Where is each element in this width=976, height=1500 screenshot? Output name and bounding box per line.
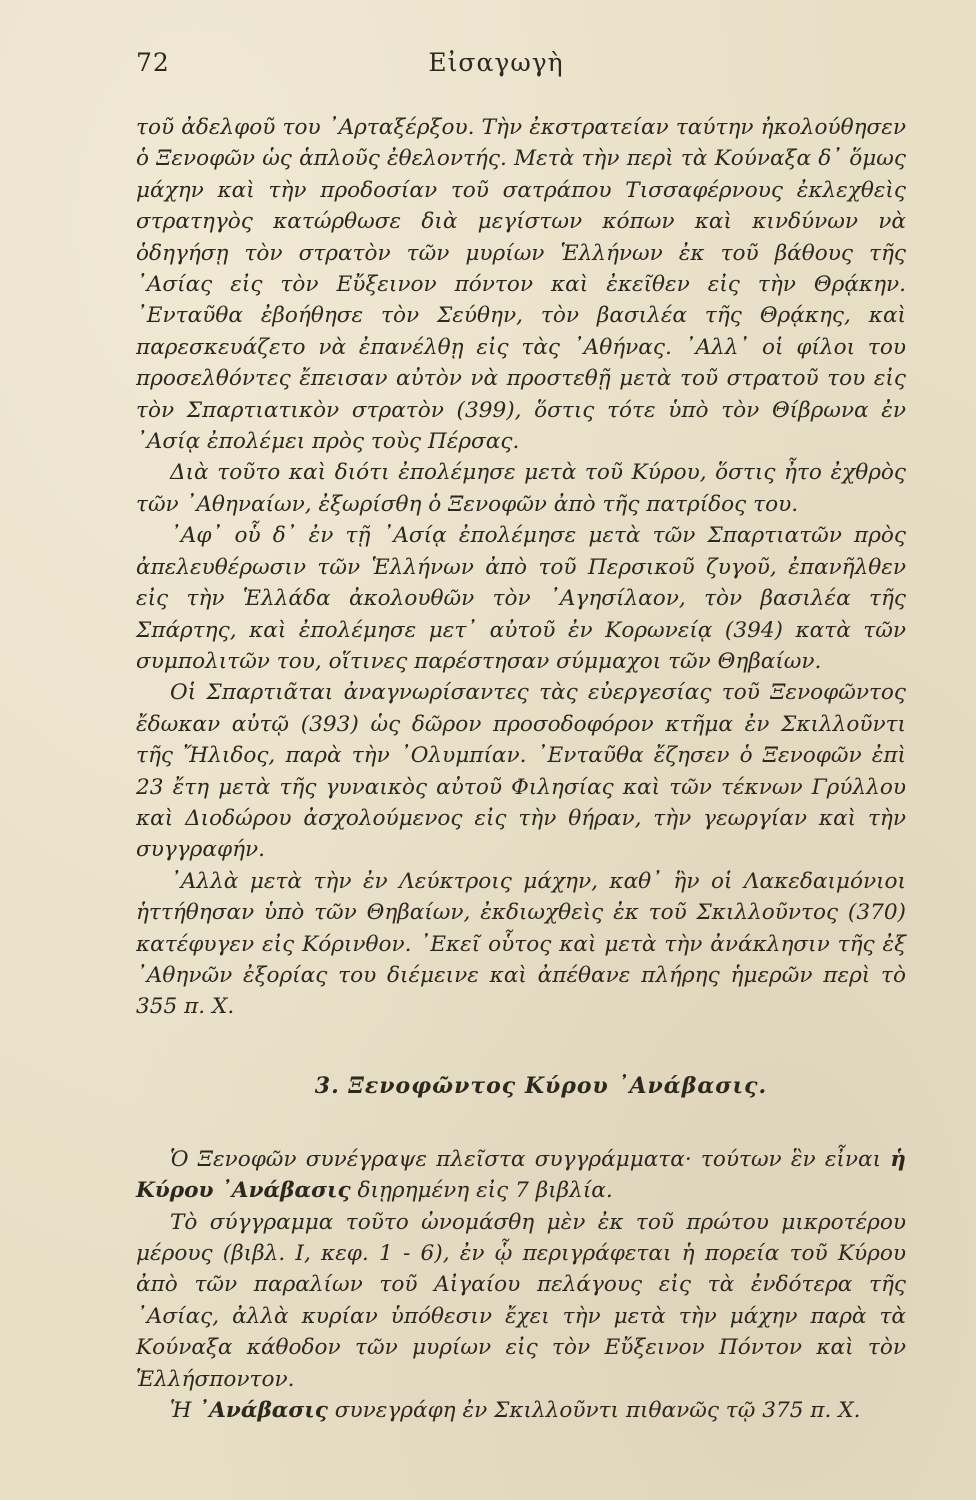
date-text-start: Ἡ bbox=[170, 1398, 199, 1424]
page-number: 72 bbox=[136, 48, 170, 77]
paragraph-continuation: τοῦ ἀδελφοῦ του ᾿Αρταξέρξου. Τὴν ἐκστρατείαν ταύτην ἠκολούθησεν ὁ Ξενοφῶν ὡς ἁπλοῦς ἐθελοντής. Μετὰ τὴν περὶ τὰ Κούναξα δ᾿ ὅμως μάχην καὶ τὴν προδοσίαν τοῦ σατράπου Τισσαφέρνους ἐκλεχθεὶς στρατηγὸς κατώρθωσε διὰ μεγίστων κόπων καὶ κινδύνων νὰ ὁδηγήσῃ τὸν στρατὸν τῶν μυρίων Ἑλλήνων ἐκ τοῦ βάθους τῆς ᾿Ασίας εἰς τὸν Εὔξεινον πόντον καὶ ἐκεῖθεν εἰς τὴν Θρᾴκην. ᾿Ενταῦθα ἐβοήθησε τὸν Σεύθην, τὸν βασιλέα τῆς Θρᾴκης, καὶ παρεσκευάζετο νὰ ἐπανέλθῃ εἰς τὰς ᾿Αθήνας. ᾿Αλλ᾿ οἱ φίλοι του προσελθόντες ἔπεισαν αὐτὸν νὰ προστεθῇ μετὰ τοῦ στρατοῦ του εἰς τὸν Σπαρτιατικὸν στρατὸν (399), ὅστις τότε ὑπὸ τὸν Θίβρωνα ἐν ᾿Ασίᾳ ἐπολέμει πρὸς τοὺς Πέρσας. bbox=[136, 115, 906, 455]
works-text-start: Ὁ Ξενοφῶν συνέγραψε πλεῖστα συγγράμματα· τούτων ἓν εἶναι bbox=[170, 1146, 891, 1172]
paragraph-agesilaus: ᾿Αφ᾿ οὗ δ᾿ ἐν τῇ ᾿Ασίᾳ ἐπολέμησε μετὰ τῶν Σπαρτιατῶν πρὸς ἀπελευθέρωσιν τῶν Ἑλλήνων ἀπὸ τοῦ Περσικοῦ ζυγοῦ, ἐπανῆλθεν εἰς τὴν Ἑλλάδα ἀκολουθῶν τὸν ᾿Αγησίλαον, τὸν βασιλέα τῆς Σπάρτης, καὶ ἐπολέμησε μετ᾿ αὐτοῦ ἐν Κορωνείᾳ (394) κατὰ τῶν συμπολιτῶν του, οἵτινες παρέστησαν σύμμαχοι τῶν Θηβαίων. bbox=[136, 523, 906, 674]
date-text-end: συνεγράφη ἐν Σκιλλοῦντι πιθανῶς τῷ 375 π. Χ. bbox=[327, 1398, 861, 1424]
body-text bbox=[136, 112, 906, 1426]
paragraph-title-origin: Τὸ σύγγραμμα τοῦτο ὠνομάσθη μὲν ἐκ τοῦ πρώτου μικροτέρου μέρους (βιβλ. Ι, κεφ. 1 - 6), ἐν ᾧ περιγράφεται ἡ πορεία τοῦ Κύρου ἀπὸ τῶν παραλίων τοῦ Αἰγαίου πελάγους εἰς τὰ ἐνδότερα τῆς ᾿Ασίας, ἀλλὰ κυρίαν ὑπόθεσιν ἔχει τὴν μετὰ τὴν μάχην παρὰ τὰ Κούναξα κάθοδον τῶν μυρίων εἰς τὸν Εὔξεινον Πόντον καὶ τὸν Ἑλλήσποντον. bbox=[136, 1209, 906, 1392]
paragraph-exile: Διὰ τοῦτο καὶ διότι ἐπολέμησε μετὰ τοῦ Κύρου, ὅστις ἦτο ἐχθρὸς τῶν ᾿Αθηναίων, ἐξωρίσθη ὁ Ξενοφῶν ἀπὸ τῆς πατρίδος του. bbox=[136, 460, 906, 517]
anabasis-title-bold: ἡ Κύρου ᾿Ανάβασις bbox=[136, 1146, 906, 1204]
works-text-end: διῃρημένη εἰς 7 βιβλία. bbox=[350, 1178, 613, 1204]
page-header bbox=[136, 44, 856, 84]
paragraph-skillous: Οἱ Σπαρτιᾶται ἀναγνωρίσαντες τὰς εὐεργεσίας τοῦ Ξενοφῶντος ἔδωκαν αὐτῷ (393) ὡς δῶρον προσοδοφόρον κτῆμα ἐν Σκιλλοῦντι τῆς Ἤλιδος, παρὰ τὴν ᾿Ολυμπίαν. ᾿Ενταῦθα ἔζησεν ὁ Ξενοφῶν ἐπὶ 23 ἔτη μετὰ τῆς γυναικὸς αὐτοῦ Φιλησίας καὶ τῶν τέκνων Γρύλλου καὶ Διοδώρου ἀσχολούμενος εἰς τὴν θήραν, τὴν γεωργίαν καὶ τὴν συγγραφήν. bbox=[136, 680, 906, 863]
running-title: Εἰσαγωγὴ bbox=[428, 48, 564, 77]
paragraph-works bbox=[136, 1144, 906, 1207]
paragraph-corinth: ᾿Αλλὰ μετὰ τὴν ἐν Λεύκτροις μάχην, καθ᾿ ἣν οἱ Λακεδαιμόνιοι ἡττήθησαν ὑπὸ τῶν Θηβαίων, ἐκδιωχθεὶς ἐκ τοῦ Σκιλλοῦντος (370) κατέφυγεν εἰς Κόρινθον. ᾿Εκεῖ οὗτος καὶ μετὰ τὴν ἀνάκλησιν τῆς ἐξ ᾿Αθηνῶν ἐξορίας του διέμεινε καὶ ἀπέθανε πλήρης ἡμερῶν περὶ τὸ 355 π. Χ. bbox=[136, 868, 906, 1020]
section-heading: 3. Ξενοφῶντος Κύρου ᾿Ανάβασις. bbox=[314, 1072, 768, 1099]
paragraph-date bbox=[136, 1395, 906, 1426]
anabasis-bold: ᾿Ανάβασις bbox=[198, 1398, 328, 1424]
